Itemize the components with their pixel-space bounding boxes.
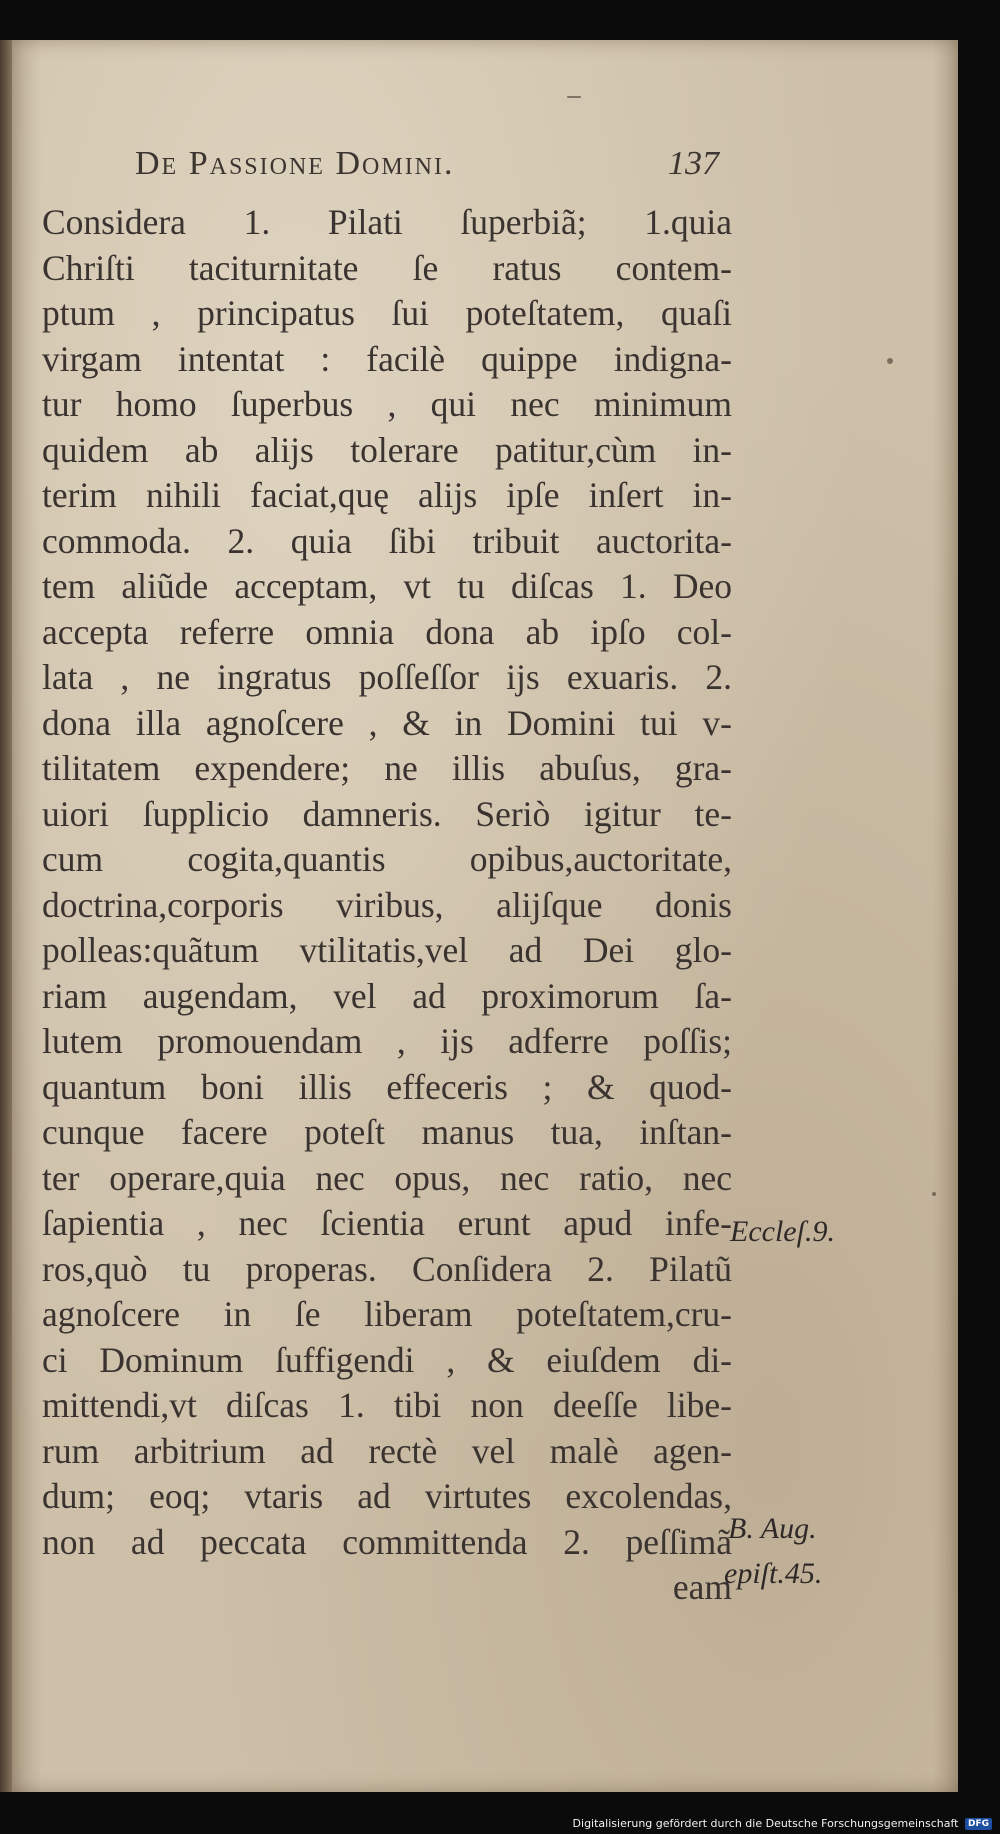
text-line: terim nihili faciat,quę alijs ipſe inſert in- — [42, 475, 732, 515]
text-line: cunque facere poteſt manus tua, inſtan- — [42, 1112, 732, 1152]
text-line: ſapientia , nec ſcientia erunt apud infe- — [42, 1203, 732, 1243]
credit-text: Digitalisierung gefördert durch die Deutsche Forschungsgemeinschaft — [572, 1817, 959, 1830]
text-line: dona illa agnoſcere , & in Domini tui v- — [42, 702, 732, 743]
text-line: mittendi,vt diſcas 1. tibi non deeſſe libe- — [42, 1385, 732, 1425]
ink-speck — [567, 96, 581, 98]
text-line: lutem promouendam , ijs adferre poſſis; — [42, 1021, 732, 1061]
text-line: ter operare,quia nec opus, nec ratio, nec — [42, 1157, 732, 1198]
text-line: agnoſcere in ſe liberam poteſtatem,cru- — [42, 1294, 732, 1334]
text-line: ros,quò tu properas. Conſidera 2. Pilatũ — [42, 1248, 732, 1289]
text-line: tur homo ſuperbus , qui nec minimum — [42, 384, 732, 424]
ink-speck — [887, 358, 893, 364]
digitization-credit — [573, 1817, 992, 1830]
margin-note-ecclesiastes: Eccleſ.9. — [730, 1215, 835, 1248]
text-line: tilitatem expendere; ne illis abuſus, gra- — [42, 748, 732, 788]
text-line: ci Dominum ſuffigendi , & eiuſdem di- — [42, 1339, 732, 1380]
text-line: rum arbitrium ad rectè vel malè agen- — [42, 1430, 732, 1471]
text-line: accepta referre omnia dona ab ipſo col- — [42, 611, 732, 652]
body-text — [42, 200, 732, 1611]
text-line: quidem ab alijs tolerare patitur,cùm in- — [42, 429, 732, 470]
text-line: quantum boni illis effeceris ; & quod- — [42, 1066, 732, 1107]
text-line: riam augendam, vel ad proximorum ſa- — [42, 975, 732, 1016]
ink-speck — [932, 1192, 936, 1196]
margin-note-epistle: epiſt.45. — [724, 1557, 823, 1590]
dfg-logo: DFG — [965, 1818, 992, 1830]
page-number: 137 — [668, 145, 719, 182]
text-line: non ad peccata committenda 2. peſſimã — [42, 1521, 732, 1562]
text-line: Chriſti taciturnitate ſe ratus contem- — [42, 247, 732, 288]
text-line: tem aliũde acceptam, vt tu diſcas 1. Deo — [42, 566, 732, 606]
text-line: virgam intentat : facilè quippe indigna- — [42, 338, 732, 379]
text-line: polleas:quãtum vtilitatis,vel ad Dei glo- — [42, 930, 732, 970]
running-title: De Passione Domini. — [135, 145, 455, 182]
text-line: dum; eoq; vtaris ad virtutes excolendas, — [42, 1476, 732, 1516]
text-line: Considera 1. Pilati ſuperbiã; 1.quia — [42, 202, 732, 242]
text-line: uiori ſupplicio damneris. Seriò igitur te- — [42, 793, 732, 834]
margin-note-augustine: B. Aug. — [728, 1512, 817, 1545]
text-line: lata , ne ingratus poſſeſſor ijs exuaris. 2. — [42, 657, 732, 697]
text-line: commoda. 2. quia ſibi tribuit auctorita- — [42, 520, 732, 561]
text-line: ptum , principatus ſui poteſtatem, quaſi — [42, 293, 732, 333]
catchword: eam — [672, 1567, 732, 1607]
text-line: doctrina,corporis viribus, alijſque donis — [42, 884, 732, 925]
text-line: cum cogita,quantis opibus,auctoritate, — [42, 839, 732, 879]
